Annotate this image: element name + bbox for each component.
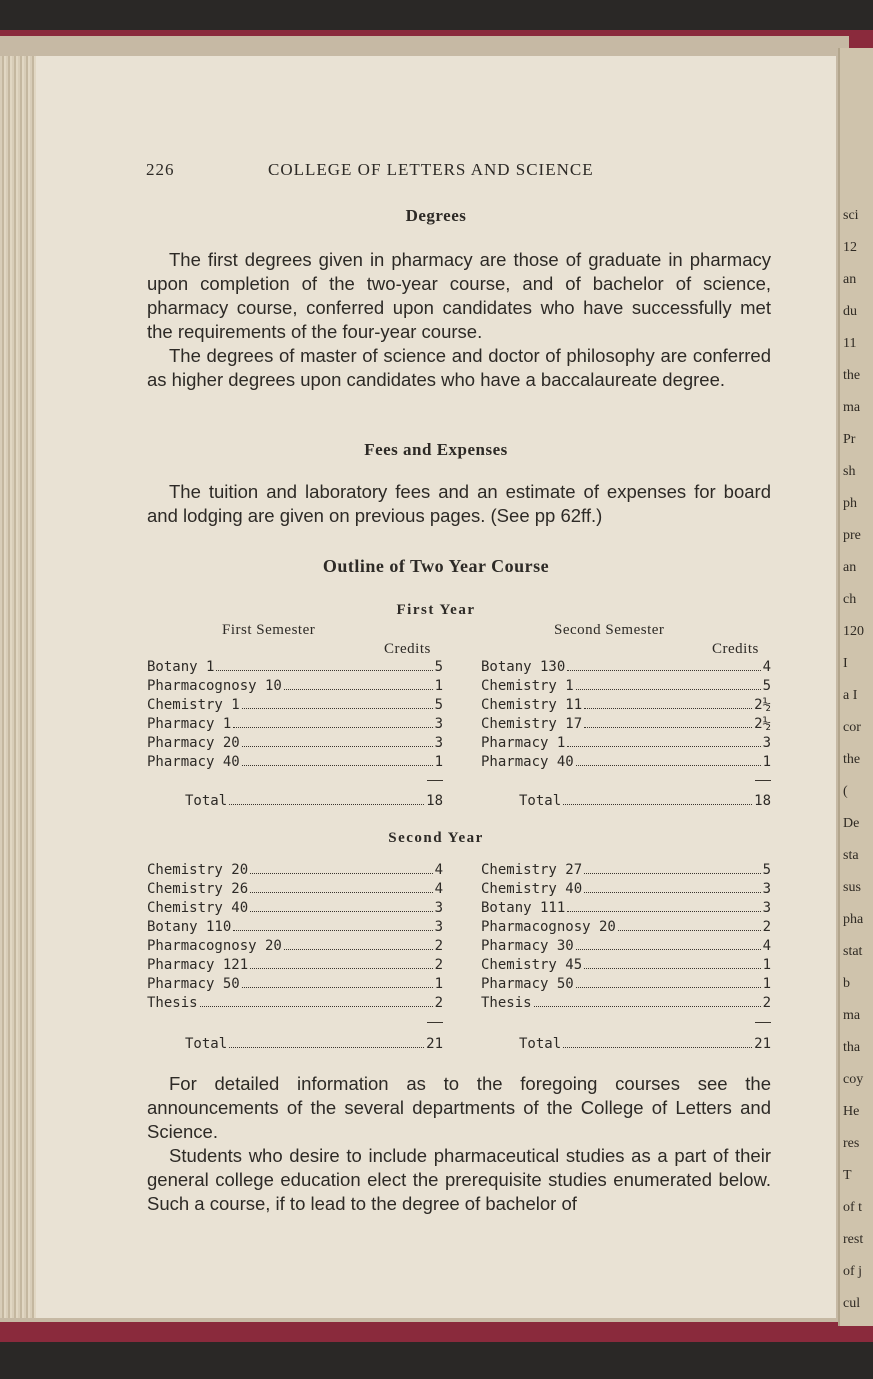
leaf-fragment: coy (843, 1072, 864, 1087)
page-number: 226 (146, 160, 175, 179)
course-row (481, 659, 771, 678)
total-label: Total (519, 1036, 562, 1052)
fees-paragraph: The tuition and laboratory fees and an estimate of expenses for board and lodging are given on previous pages. (See pp 62ff.) (147, 481, 771, 526)
leader-dots (250, 900, 432, 912)
course-credits: 3 (762, 881, 771, 897)
degrees-paragraph-2: The degrees of master of science and doctor of philosophy are conferred as higher degrees upon candidates who have a baccalaureate degree. (147, 345, 771, 390)
leader-dots (250, 957, 432, 969)
course-credits: 2 (762, 919, 771, 935)
course-row (481, 919, 771, 938)
leader-dots (233, 919, 432, 931)
course-name: Pharmacognosy 20 (147, 938, 282, 954)
course-credits: 3 (434, 919, 443, 935)
total-label: Total (519, 793, 562, 809)
leader-dots (584, 862, 760, 874)
course-row (147, 735, 443, 754)
degrees-paragraph-1: The first degrees given in pharmacy are those of graduate in pharmacy upon completion of the two-year course, and of bachelor of science, pharmacy course, conferred upon candidates who have successfully met the requirements of the four-year course. (147, 249, 771, 342)
course-name: Chemistry 45 (481, 957, 583, 973)
total-row (519, 1036, 771, 1055)
course-row (481, 900, 771, 919)
leaf-fragment: 12 (843, 240, 857, 255)
course-row (481, 678, 771, 697)
course-row (147, 881, 443, 900)
leaf-fragment: pre (843, 528, 861, 543)
course-name: Chemistry 1 (147, 697, 240, 713)
total-row (185, 793, 443, 812)
course-row (147, 697, 443, 716)
total-row (519, 793, 771, 812)
closing-paragraph-2: Students who desire to include pharmaceutical studies as a part of their general college education elect the prerequisite studies enumerated below. Such a course, if to lead to the degree of bachelor of (147, 1145, 771, 1214)
total-credits: 21 (754, 1036, 771, 1052)
course-row (147, 995, 443, 1014)
course-credits: 2½ (754, 716, 771, 732)
course-credits: 3 (762, 900, 771, 916)
leaf-fragment: ( (843, 784, 848, 799)
course-credits: 4 (434, 881, 443, 897)
course-name: Botany 130 (481, 659, 566, 675)
leaf-fragment: ch (843, 592, 857, 607)
course-credits: 3 (762, 735, 771, 751)
course-credits: 3 (434, 716, 443, 732)
course-name: Botany 110 (147, 919, 232, 935)
course-credits: 1 (434, 754, 443, 770)
course-name: Thesis (147, 995, 198, 1011)
leader-dots (242, 735, 433, 747)
total-label: Total (185, 793, 228, 809)
course-name: Pharmacognosy 20 (481, 919, 616, 935)
course-name: Chemistry 20 (147, 862, 249, 878)
leader-dots (284, 678, 433, 690)
course-credits: 2 (762, 995, 771, 1011)
leaf-fragment: stat (843, 944, 863, 959)
leaf-fragment: an (843, 272, 857, 287)
course-row (147, 957, 443, 976)
leaf-fragment: He (843, 1104, 860, 1119)
course-row (481, 881, 771, 900)
course-credits: 3 (434, 735, 443, 751)
total-row (185, 1036, 443, 1055)
sum-rule (755, 780, 771, 781)
leader-dots (567, 735, 760, 747)
course-credits: 4 (762, 659, 771, 675)
leaf-fragment: res (843, 1136, 860, 1151)
course-name: Botany 111 (481, 900, 566, 916)
course-row (147, 659, 443, 678)
leader-dots (584, 697, 752, 709)
course-name: Chemistry 40 (481, 881, 583, 897)
course-row (147, 976, 443, 995)
leaf-fragment: I (843, 656, 848, 671)
course-name: Pharmacy 40 (481, 754, 574, 770)
leaf-fragment: the (843, 752, 861, 767)
leader-dots (284, 938, 433, 950)
course-row (147, 754, 443, 773)
course-credits: 5 (762, 862, 771, 878)
leaf-fragment: of t (843, 1200, 863, 1215)
leader-dots (534, 995, 761, 1007)
leaf-fragment: of j (843, 1264, 863, 1279)
course-row (481, 697, 771, 716)
leaf-fragment: cor (843, 720, 861, 735)
leader-dots (567, 900, 760, 912)
course-credits: 2 (434, 995, 443, 1011)
leaf-fragment: T (843, 1168, 852, 1183)
course-row (481, 754, 771, 773)
course-row (147, 716, 443, 735)
leader-dots (229, 1036, 424, 1048)
leaf-fragment: sh (843, 464, 856, 479)
leader-dots (584, 957, 760, 969)
course-row (481, 957, 771, 976)
leaf-fragment: ma (843, 400, 861, 415)
leader-dots (576, 938, 761, 950)
leader-dots (200, 995, 433, 1007)
leaf-fragment: De (843, 816, 860, 831)
course-row (481, 976, 771, 995)
sum-rule (427, 780, 443, 781)
fees-heading: Fees and Expenses (364, 440, 508, 459)
leader-dots (242, 976, 433, 988)
course-name: Pharmacy 1 (481, 735, 566, 751)
leader-dots (250, 881, 432, 893)
course-credits: 3 (434, 900, 443, 916)
leader-dots (576, 678, 761, 690)
course-name: Pharmacy 30 (481, 938, 574, 954)
course-credits: 2 (434, 957, 443, 973)
course-credits: 4 (762, 938, 771, 954)
course-credits: 5 (434, 659, 443, 675)
course-name: Pharmacy 40 (147, 754, 240, 770)
course-credits: 1 (762, 957, 771, 973)
course-name: Thesis (481, 995, 532, 1011)
leaf-fragment: b (843, 976, 850, 991)
course-row (147, 900, 443, 919)
leaf-fragment: sus (843, 880, 861, 895)
leaf-fragment: cul (843, 1296, 861, 1311)
leader-dots (584, 716, 752, 728)
leader-dots (618, 919, 761, 931)
course-row (481, 862, 771, 881)
leaf-fragment: pha (843, 912, 864, 927)
leader-dots (233, 716, 432, 728)
leader-dots (584, 881, 760, 893)
leaf-fragment: ma (843, 1008, 861, 1023)
leader-dots (229, 793, 424, 805)
leader-dots (563, 1036, 752, 1048)
leader-dots (567, 659, 760, 671)
second-year-label: Second Year (388, 830, 484, 846)
course-name: Pharmacy 1 (147, 716, 232, 732)
leaf-fragment: Pr (843, 432, 856, 447)
leader-dots (242, 697, 433, 709)
total-credits: 21 (426, 1036, 443, 1052)
course-credits: 1 (434, 678, 443, 694)
leader-dots (216, 659, 432, 671)
course-name: Botany 1 (147, 659, 215, 675)
second-semester-heading: Second Semester (554, 622, 665, 638)
leaf-fragment: du (843, 304, 857, 319)
sum-rule (755, 1022, 771, 1023)
course-credits: 2 (434, 938, 443, 954)
credits-label-left: Credits (384, 641, 431, 657)
course-credits: 5 (434, 697, 443, 713)
course-name: Pharmacy 50 (481, 976, 574, 992)
leaf-fragment: the (843, 368, 861, 383)
leader-dots (250, 862, 432, 874)
course-row (147, 938, 443, 957)
total-label: Total (185, 1036, 228, 1052)
degrees-heading: Degrees (405, 206, 467, 225)
course-credits: 1 (762, 976, 771, 992)
leaf-fragment: 11 (843, 336, 857, 351)
course-row (481, 995, 771, 1014)
course-row (481, 938, 771, 957)
leaf-fragment: sci (843, 208, 859, 223)
leaf-fragment: tha (843, 1040, 861, 1055)
course-name: Pharmacy 20 (147, 735, 240, 751)
course-credits: 1 (434, 976, 443, 992)
course-row (481, 716, 771, 735)
leader-dots (563, 793, 752, 805)
book-page (36, 56, 836, 1318)
course-name: Chemistry 17 (481, 716, 583, 732)
course-name: Chemistry 27 (481, 862, 583, 878)
closing-paragraph-1: For detailed information as to the foregoing courses see the announcements of the several departments of the College of Letters and Science. (147, 1073, 771, 1142)
course-credits: 4 (434, 862, 443, 878)
course-credits: 2½ (754, 697, 771, 713)
first-semester-heading: First Semester (222, 622, 316, 638)
page-edges (0, 56, 36, 1318)
course-row (147, 678, 443, 697)
first-year-label: First Year (396, 602, 476, 618)
course-name: Pharmacy 121 (147, 957, 249, 973)
leaf-fragment: ph (843, 496, 857, 511)
leader-dots (242, 754, 433, 766)
next-page-leaf (838, 48, 873, 1326)
course-name: Chemistry 26 (147, 881, 249, 897)
course-name: Chemistry 1 (481, 678, 574, 694)
course-name: Chemistry 11 (481, 697, 583, 713)
total-credits: 18 (426, 793, 443, 809)
course-row (147, 919, 443, 938)
leaf-fragment: an (843, 560, 857, 575)
total-credits: 18 (754, 793, 771, 809)
leader-dots (576, 976, 761, 988)
course-row (481, 735, 771, 754)
course-name: Pharmacognosy 10 (147, 678, 282, 694)
outline-heading: Outline of Two Year Course (322, 556, 550, 576)
course-name: Pharmacy 50 (147, 976, 240, 992)
course-name: Chemistry 40 (147, 900, 249, 916)
running-title: COLLEGE OF LETTERS AND SCIENCE (268, 160, 594, 179)
leaf-fragment: sta (843, 848, 859, 863)
leaf-fragment: a I (843, 688, 858, 703)
course-row (147, 862, 443, 881)
leaf-fragment: rest (843, 1232, 864, 1247)
credits-label-right: Credits (712, 641, 759, 657)
leader-dots (576, 754, 761, 766)
leaf-fragment: 120 (843, 624, 864, 639)
course-credits: 1 (762, 754, 771, 770)
course-credits: 5 (762, 678, 771, 694)
sum-rule (427, 1022, 443, 1023)
